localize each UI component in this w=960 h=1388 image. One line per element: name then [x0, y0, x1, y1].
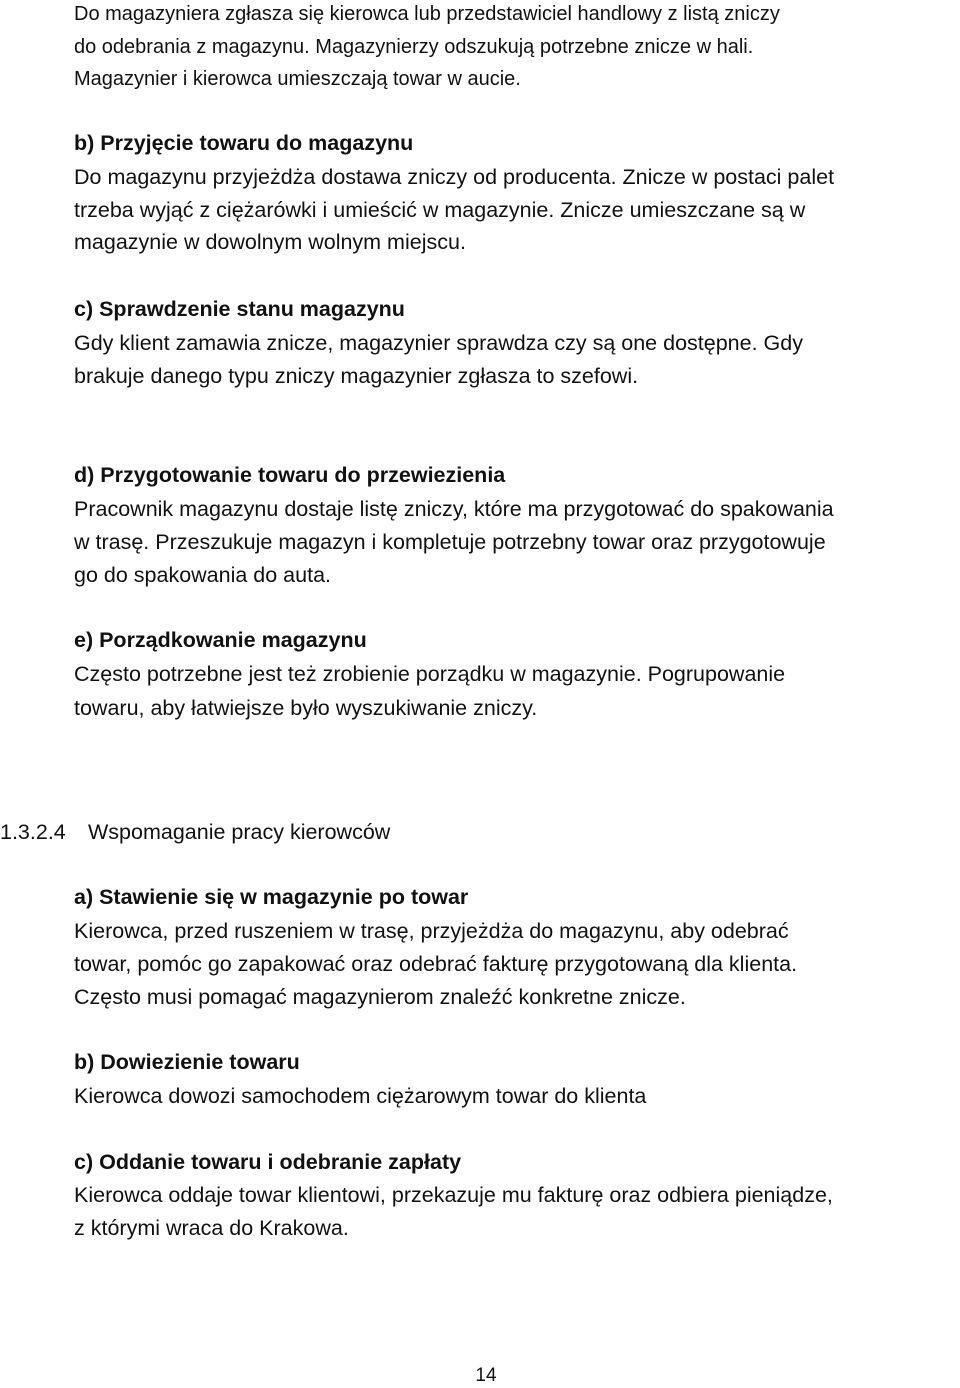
paragraph-line: Często potrzebne jest też zrobienie porządku w magazynie. Pogrupowanie: [74, 662, 786, 686]
paragraph-line: go do spakowania do auta.: [74, 563, 332, 587]
paragraph-line: Często musi pomagać magazynierom znaleźć konkretne znicze.: [74, 985, 686, 1009]
paragraph-line: Kierowca dowozi samochodem ciężarowym towar do klienta: [74, 1084, 647, 1108]
paragraph-line: Kierowca oddaje towar klientowi, przekazuje mu fakturę oraz odbiera pieniądze,: [74, 1183, 833, 1207]
subsection-number: 1.3.2.4: [0, 820, 66, 844]
section-heading: b) Przyjęcie towaru do magazynu: [74, 131, 414, 155]
paragraph-line: Do magazynu przyjeżdża dostawa zniczy od producenta. Znicze w postaci palet: [74, 165, 835, 189]
paragraph-line: do odebrania z magazynu. Magazynierzy odszukują potrzebne znicze w hali.: [74, 36, 754, 58]
section-heading: d) Przygotowanie towaru do przewiezienia: [74, 463, 506, 487]
paragraph-line: Pracownik magazynu dostaje listę zniczy, które ma przygotować do spakowania: [74, 497, 834, 521]
section-heading: c) Oddanie towaru i odebranie zapłaty: [74, 1150, 462, 1174]
paragraph-line: magazynie w dowolnym wolnym miejscu.: [74, 230, 466, 254]
paragraph-line: z którymi wraca do Krakowa.: [74, 1216, 349, 1240]
subsection-title: Wspomaganie pracy kierowców: [88, 820, 391, 844]
paragraph-line: Do magazyniera zgłasza się kierowca lub przedstawiciel handlowy z listą zniczy: [74, 3, 780, 25]
section-heading: a) Stawienie się w magazynie po towar: [74, 885, 469, 909]
section-heading: b) Dowiezienie towaru: [74, 1050, 300, 1074]
paragraph-line: towar, pomóc go zapakować oraz odebrać fakturę przygotowaną dla klienta.: [74, 952, 798, 976]
paragraph-line: towaru, aby łatwiejsze było wyszukiwanie zniczy.: [74, 696, 538, 720]
paragraph-line: Gdy klient zamawia znicze, magazynier sprawdza czy są one dostępne. Gdy: [74, 331, 803, 355]
paragraph-line: w trasę. Przeszukuje magazyn i kompletuje potrzebny towar oraz przygotowuje: [74, 530, 826, 554]
paragraph-line: Magazynier i kierowca umieszczają towar w aucie.: [74, 68, 521, 90]
section-heading: e) Porządkowanie magazynu: [74, 628, 367, 652]
page-number: 14: [475, 1365, 497, 1386]
paragraph-line: trzeba wyjąć z ciężarówki i umieścić w magazynie. Znicze umieszczane są w: [74, 198, 806, 222]
paragraph-line: Kierowca, przed ruszeniem w trasę, przyjeżdża do magazynu, aby odebrać: [74, 919, 789, 943]
section-heading: c) Sprawdzenie stanu magazynu: [74, 297, 405, 321]
paragraph-line: brakuje danego typu zniczy magazynier zgłasza to szefowi.: [74, 364, 639, 388]
